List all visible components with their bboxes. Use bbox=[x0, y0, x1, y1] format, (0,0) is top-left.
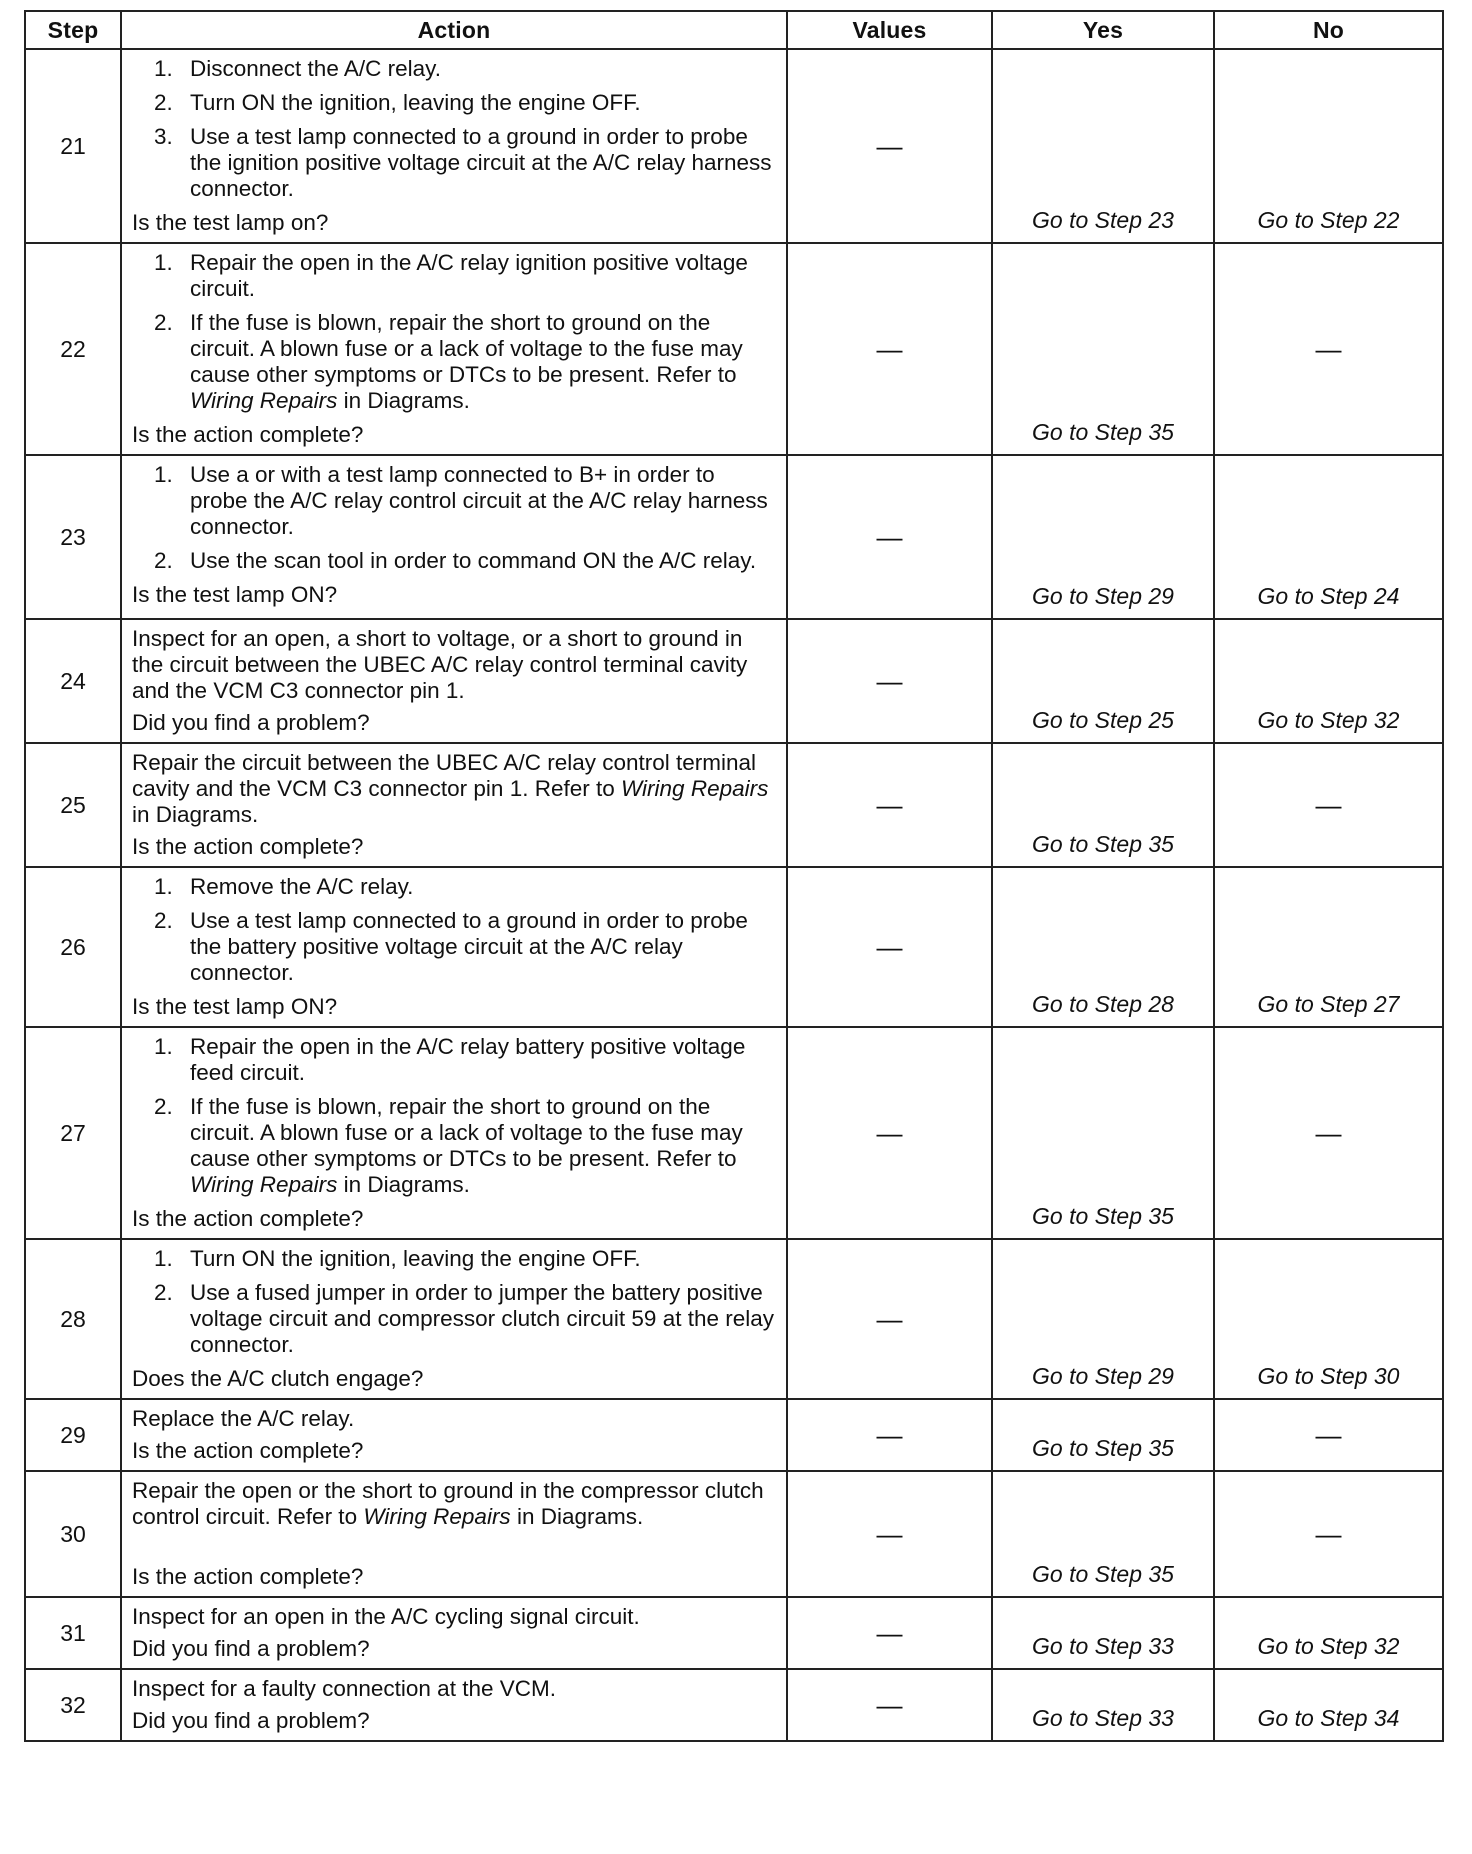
header-step: Step bbox=[25, 11, 121, 49]
step-number: 32 bbox=[25, 1669, 121, 1741]
step-number: 29 bbox=[25, 1399, 121, 1471]
action-question: Is the test lamp ON? bbox=[132, 994, 338, 1019]
action-cell bbox=[121, 1471, 787, 1597]
no-cell: — bbox=[1214, 743, 1443, 867]
action-text: Inspect for an open, a short to voltage, or a short to ground in the circuit between the UBEC A/C relay control terminal cavity and the VCM C3 connector pin 1. bbox=[132, 626, 748, 703]
action-text: Repair the circuit between the UBEC A/C relay control terminal cavity and the VCM C3 connector pin 1. Refer to Wiring Repairs in Diagrams. bbox=[132, 750, 769, 827]
step-number: 24 bbox=[25, 619, 121, 743]
action-cell bbox=[121, 1669, 787, 1741]
values-cell: — bbox=[787, 743, 992, 867]
action-text: Replace the A/C relay. bbox=[132, 1406, 355, 1431]
action-step: 1. Turn ON the ignition, leaving the engine OFF. bbox=[154, 1246, 641, 1271]
action-step: 2. Use the scan tool in order to command ON the A/C relay. bbox=[154, 548, 757, 573]
table-row-step-23 bbox=[25, 455, 1443, 619]
table-row-step-21 bbox=[25, 49, 1443, 243]
action-question: Did you find a problem? bbox=[132, 710, 370, 735]
table-row-step-24 bbox=[25, 619, 1443, 743]
action-cell bbox=[121, 743, 787, 867]
action-question: Did you find a problem? bbox=[132, 1636, 370, 1661]
action-steps bbox=[132, 462, 776, 574]
action-cell bbox=[121, 1597, 787, 1669]
action-cell bbox=[121, 49, 787, 243]
action-question: Is the test lamp ON? bbox=[132, 582, 338, 607]
yes-link: Go to Step 29 bbox=[992, 1239, 1214, 1399]
action-cell bbox=[121, 1027, 787, 1239]
action-question: Is the action complete? bbox=[132, 834, 364, 859]
wiring-repairs-reference: Wiring Repairs bbox=[621, 776, 769, 801]
step-number: 28 bbox=[25, 1239, 121, 1399]
no-link: Go to Step 30 bbox=[1214, 1239, 1443, 1399]
table-row-step-31 bbox=[25, 1597, 1443, 1669]
action-step: 2. Use a fused jumper in order to jumper the battery positive voltage circuit and compressor clutch circuit 59 at the relay connector. bbox=[154, 1280, 775, 1357]
action-question: Is the test lamp on? bbox=[132, 210, 329, 235]
values-cell: — bbox=[787, 1027, 992, 1239]
no-cell: — bbox=[1214, 1399, 1443, 1471]
action-steps bbox=[132, 56, 776, 202]
action-step: 1. Disconnect the A/C relay. bbox=[154, 56, 441, 81]
step-number: 21 bbox=[25, 49, 121, 243]
action-cell bbox=[121, 243, 787, 455]
action-cell bbox=[121, 455, 787, 619]
action-text: Inspect for an open in the A/C cycling signal circuit. bbox=[132, 1604, 640, 1629]
spacer bbox=[132, 1536, 776, 1562]
action-step: 3. Use a test lamp connected to a ground in order to probe the ignition positive voltage circuit at the A/C relay harness connector. bbox=[154, 124, 772, 201]
action-steps bbox=[132, 1034, 776, 1198]
values-cell: — bbox=[787, 1239, 992, 1399]
no-link: Go to Step 32 bbox=[1214, 1597, 1443, 1669]
step-number: 25 bbox=[25, 743, 121, 867]
values-cell: — bbox=[787, 1471, 992, 1597]
action-step: 2. Use a test lamp connected to a ground in order to probe the battery positive voltage circuit at the A/C relay connector. bbox=[154, 908, 748, 985]
action-step: 1. Repair the open in the A/C relay battery positive voltage feed circuit. bbox=[154, 1034, 746, 1085]
table-row-step-25 bbox=[25, 743, 1443, 867]
table-row-step-30 bbox=[25, 1471, 1443, 1597]
step-number: 23 bbox=[25, 455, 121, 619]
table-row-step-27 bbox=[25, 1027, 1443, 1239]
yes-link: Go to Step 25 bbox=[992, 619, 1214, 743]
wiring-repairs-reference: Wiring Repairs bbox=[190, 1172, 338, 1197]
yes-link: Go to Step 35 bbox=[992, 1027, 1214, 1239]
yes-link: Go to Step 33 bbox=[992, 1669, 1214, 1741]
values-cell: — bbox=[787, 1597, 992, 1669]
action-steps bbox=[132, 250, 776, 414]
action-step: 2. If the fuse is blown, repair the short to ground on the circuit. A blown fuse or a lack of voltage to the fuse may cause other symptoms or DTCs to be present. Refer to Wiring Repairs in Diagrams. bbox=[154, 310, 743, 413]
values-cell: — bbox=[787, 455, 992, 619]
action-step: 1. Use a or with a test lamp connected to B+ in order to probe the A/C relay control circuit at the A/C relay harness connector. bbox=[154, 462, 768, 539]
yes-link: Go to Step 35 bbox=[992, 1399, 1214, 1471]
no-cell: — bbox=[1214, 1027, 1443, 1239]
wiring-repairs-reference: Wiring Repairs bbox=[190, 388, 338, 413]
action-cell bbox=[121, 619, 787, 743]
header-values: Values bbox=[787, 11, 992, 49]
yes-link: Go to Step 35 bbox=[992, 1471, 1214, 1597]
no-link: Go to Step 27 bbox=[1214, 867, 1443, 1027]
yes-link: Go to Step 35 bbox=[992, 743, 1214, 867]
table-row-step-22 bbox=[25, 243, 1443, 455]
table-row-step-29 bbox=[25, 1399, 1443, 1471]
values-cell: — bbox=[787, 867, 992, 1027]
yes-link: Go to Step 33 bbox=[992, 1597, 1214, 1669]
action-question: Is the action complete? bbox=[132, 1564, 364, 1589]
no-link: Go to Step 24 bbox=[1214, 455, 1443, 619]
values-cell: — bbox=[787, 1669, 992, 1741]
step-number: 26 bbox=[25, 867, 121, 1027]
no-cell: — bbox=[1214, 1471, 1443, 1597]
action-text: Repair the open or the short to ground in the compressor clutch control circuit. Refer to Wiring Repairs in Diagrams. bbox=[132, 1478, 764, 1529]
wiring-repairs-reference: Wiring Repairs bbox=[363, 1504, 511, 1529]
action-steps bbox=[132, 874, 776, 986]
action-question: Did you find a problem? bbox=[132, 1708, 370, 1733]
diagnostic-table bbox=[24, 10, 1444, 1742]
values-cell: — bbox=[787, 1399, 992, 1471]
yes-link: Go to Step 28 bbox=[992, 867, 1214, 1027]
yes-link: Go to Step 35 bbox=[992, 243, 1214, 455]
yes-link: Go to Step 23 bbox=[992, 49, 1214, 243]
table-row-step-26 bbox=[25, 867, 1443, 1027]
table-row-step-32 bbox=[25, 1669, 1443, 1741]
action-question: Is the action complete? bbox=[132, 1206, 364, 1231]
header-row bbox=[25, 11, 1443, 49]
values-cell: — bbox=[787, 619, 992, 743]
action-step: 1. Repair the open in the A/C relay ignition positive voltage circuit. bbox=[154, 250, 748, 301]
no-link: Go to Step 22 bbox=[1214, 49, 1443, 243]
action-question: Is the action complete? bbox=[132, 1438, 364, 1463]
table-row-step-28 bbox=[25, 1239, 1443, 1399]
no-link: Go to Step 32 bbox=[1214, 619, 1443, 743]
header-no: No bbox=[1214, 11, 1443, 49]
action-step: 1. Remove the A/C relay. bbox=[154, 874, 414, 899]
action-step: 2. If the fuse is blown, repair the short to ground on the circuit. A blown fuse or a lack of voltage to the fuse may cause other symptoms or DTCs to be present. Refer to Wiring Repairs in Diagrams. bbox=[154, 1094, 743, 1197]
values-cell: — bbox=[787, 243, 992, 455]
step-number: 27 bbox=[25, 1027, 121, 1239]
action-cell bbox=[121, 1239, 787, 1399]
action-cell bbox=[121, 867, 787, 1027]
action-text: Inspect for a faulty connection at the VCM. bbox=[132, 1676, 556, 1701]
header-action: Action bbox=[121, 11, 787, 49]
step-number: 30 bbox=[25, 1471, 121, 1597]
action-cell bbox=[121, 1399, 787, 1471]
values-cell: — bbox=[787, 49, 992, 243]
step-number: 31 bbox=[25, 1597, 121, 1669]
no-link: Go to Step 34 bbox=[1214, 1669, 1443, 1741]
action-steps bbox=[132, 1246, 776, 1358]
action-question: Is the action complete? bbox=[132, 422, 364, 447]
header-yes: Yes bbox=[992, 11, 1214, 49]
action-question: Does the A/C clutch engage? bbox=[132, 1366, 424, 1391]
no-cell: — bbox=[1214, 243, 1443, 455]
action-step: 2. Turn ON the ignition, leaving the engine OFF. bbox=[154, 90, 641, 115]
step-number: 22 bbox=[25, 243, 121, 455]
yes-link: Go to Step 29 bbox=[992, 455, 1214, 619]
